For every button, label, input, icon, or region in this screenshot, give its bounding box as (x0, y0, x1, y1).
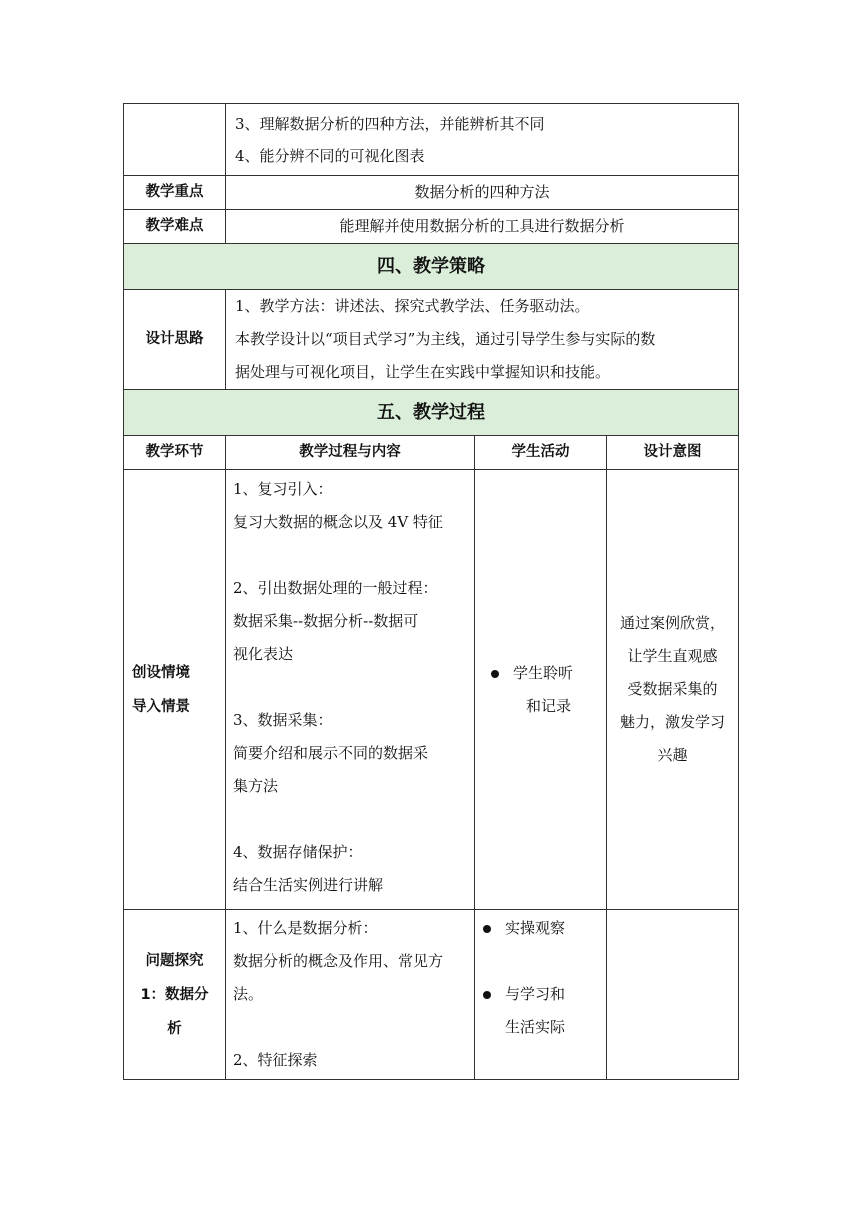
empty-label-cell (124, 104, 226, 176)
design-line: 本教学设计以“项目式学习”为主线，通过引导学生参与实际的数 (235, 330, 656, 348)
header-activity: 学生活动 (475, 436, 607, 470)
activity-intro: 学生聆听 和记录 (475, 470, 607, 910)
bullet-item: 学生聆听 (491, 657, 599, 690)
stage-analysis: 问题探究 1：数据分 析 (124, 910, 226, 1080)
content-analysis: 1、什么是数据分析： 数据分析的概念及作用、常见方 法。 2、特征探索 (226, 910, 475, 1080)
design-cell (226, 290, 739, 390)
section-5-header-row (124, 390, 739, 436)
bullet-icon (491, 670, 499, 678)
key-point-label: 教学重点 (124, 176, 226, 210)
process-header-row (124, 436, 739, 470)
difficult-point-label: 教学难点 (124, 210, 226, 244)
section-5-title: 五、教学过程 (124, 390, 739, 436)
key-point-value: 数据分析的四种方法 (226, 176, 739, 210)
bullet-icon (483, 925, 491, 933)
content-intro: 1、复习引入： 复习大数据的概念以及 4V 特征 2、引出数据处理的一般过程： 数据采集--数据分析--数据可 视化表达 3、数据采集： 简要介绍和展示不同的数据采 集方法 4、数据存储保护： 结合生活实例进行讲解 (226, 470, 475, 910)
process-row-analysis (124, 910, 739, 1080)
design-label: 设计思路 (124, 290, 226, 390)
header-intent: 设计意图 (607, 436, 739, 470)
intent-intro: 通过案例欣赏， 让学生直观感 受数据采集的 魅力，激发学习 兴趣 (607, 470, 739, 910)
design-line: 1、教学方法：讲述法、探究式教学法、任务驱动法。 (235, 297, 590, 315)
bullet-item: 与学习和 (483, 978, 599, 1011)
process-row-intro (124, 470, 739, 910)
bullet-icon (483, 991, 491, 999)
objectives-continued-row (124, 104, 739, 176)
design-row (124, 290, 739, 390)
difficult-point-value: 能理解并使用数据分析的工具进行数据分析 (226, 210, 739, 244)
intent-analysis (607, 910, 739, 1080)
difficult-point-row (124, 210, 739, 244)
design-line: 据处理与可视化项目，让学生在实践中掌握知识和技能。 (235, 363, 611, 381)
objectives-cell (226, 104, 739, 176)
header-content: 教学过程与内容 (226, 436, 475, 470)
objective-line-4: 4、能分辨不同的可视化图表 (235, 146, 425, 165)
activity-analysis: 实操观察 与学习和 生活实际 (475, 910, 607, 1080)
section-4-header-row (124, 244, 739, 290)
section-4-title: 四、教学策略 (124, 244, 739, 290)
header-stage: 教学环节 (124, 436, 226, 470)
key-point-row (124, 176, 739, 210)
stage-intro: 创设情境 导入情景 (124, 470, 226, 910)
objective-line-3: 3、理解数据分析的四种方法，并能辨析其不同 (235, 114, 545, 133)
bullet-item: 实操观察 (483, 912, 599, 945)
lesson-plan-table (123, 103, 739, 1080)
